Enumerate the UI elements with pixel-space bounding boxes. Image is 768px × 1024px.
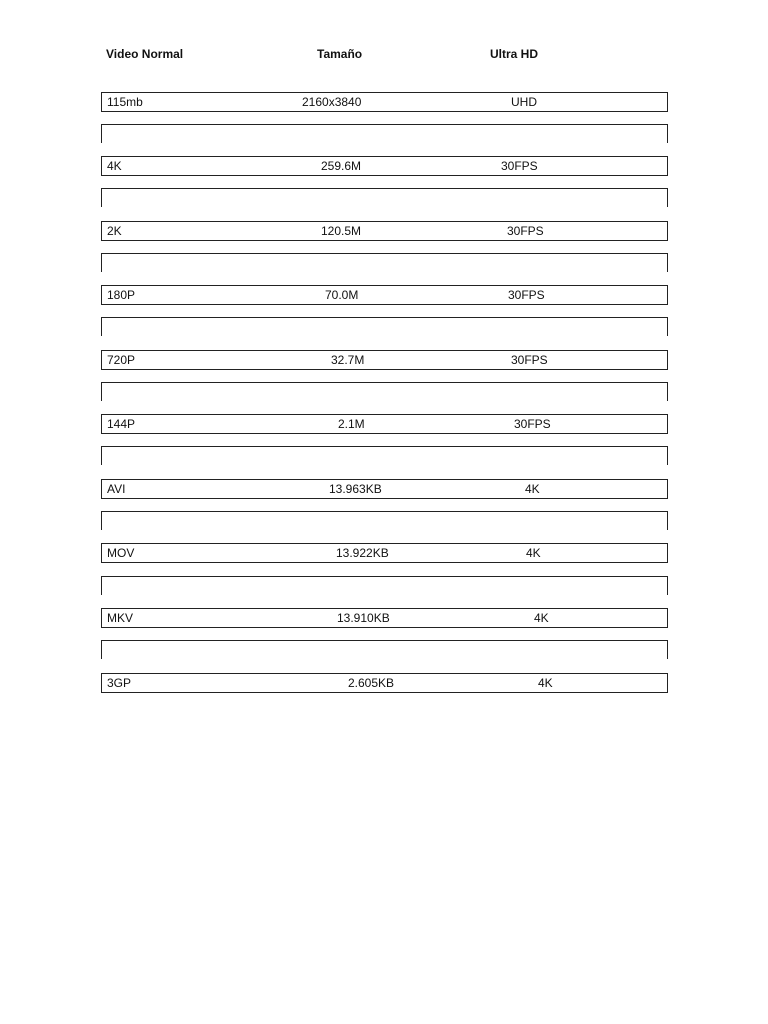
table-row <box>101 479 668 499</box>
row-spacer <box>101 640 668 659</box>
cell-format: 2K <box>107 224 122 238</box>
table-header <box>0 47 768 63</box>
cell-format: 115mb <box>107 95 143 109</box>
cell-format: MKV <box>107 611 134 625</box>
row-spacer <box>101 382 668 401</box>
cell-quality: UHD <box>511 95 537 109</box>
cell-size: 2.1M <box>338 417 365 431</box>
row-spacer <box>101 253 668 272</box>
table-row <box>101 673 668 693</box>
cell-format: 180P <box>107 288 136 302</box>
cell-format: 720P <box>107 353 136 367</box>
cell-quality: 30FPS <box>501 159 538 173</box>
cell-size: 13.963KB <box>329 482 382 496</box>
row-spacer <box>101 576 668 595</box>
header-ultra-hd: Ultra HD <box>490 47 539 61</box>
table-row <box>101 92 668 112</box>
cell-quality: 4K <box>538 676 553 690</box>
table-row <box>101 543 668 563</box>
header-video-normal: Video Normal <box>106 47 184 61</box>
cell-size: 259.6M <box>321 159 362 173</box>
cell-quality: 30FPS <box>514 417 551 431</box>
table-row <box>101 221 668 241</box>
cell-size: 32.7M <box>331 353 365 367</box>
cell-size: 2160x3840 <box>302 95 362 109</box>
table-row <box>101 350 668 370</box>
cell-quality: 4K <box>534 611 549 625</box>
cell-quality: 4K <box>526 546 541 560</box>
cell-format: 3GP <box>107 676 132 690</box>
row-spacer <box>101 124 668 143</box>
cell-quality: 30FPS <box>507 224 544 238</box>
cell-quality: 4K <box>525 482 540 496</box>
cell-size: 70.0M <box>325 288 359 302</box>
cell-size: 2.605KB <box>348 676 395 690</box>
cell-format: 144P <box>107 417 136 431</box>
header-tamano: Tamaño <box>317 47 363 61</box>
row-spacer <box>101 188 668 207</box>
cell-size: 13.922KB <box>336 546 389 560</box>
cell-quality: 30FPS <box>508 288 545 302</box>
table-row <box>101 156 668 176</box>
table-row <box>101 414 668 434</box>
cell-format: 4K <box>107 159 122 173</box>
table-row <box>101 608 668 628</box>
row-spacer <box>101 511 668 530</box>
cell-size: 120.5M <box>321 224 362 238</box>
cell-quality: 30FPS <box>511 353 548 367</box>
cell-size: 13.910KB <box>337 611 390 625</box>
table-row <box>101 285 668 305</box>
row-spacer <box>101 446 668 465</box>
cell-format: AVI <box>107 482 126 496</box>
row-spacer <box>101 317 668 336</box>
cell-format: MOV <box>107 546 135 560</box>
